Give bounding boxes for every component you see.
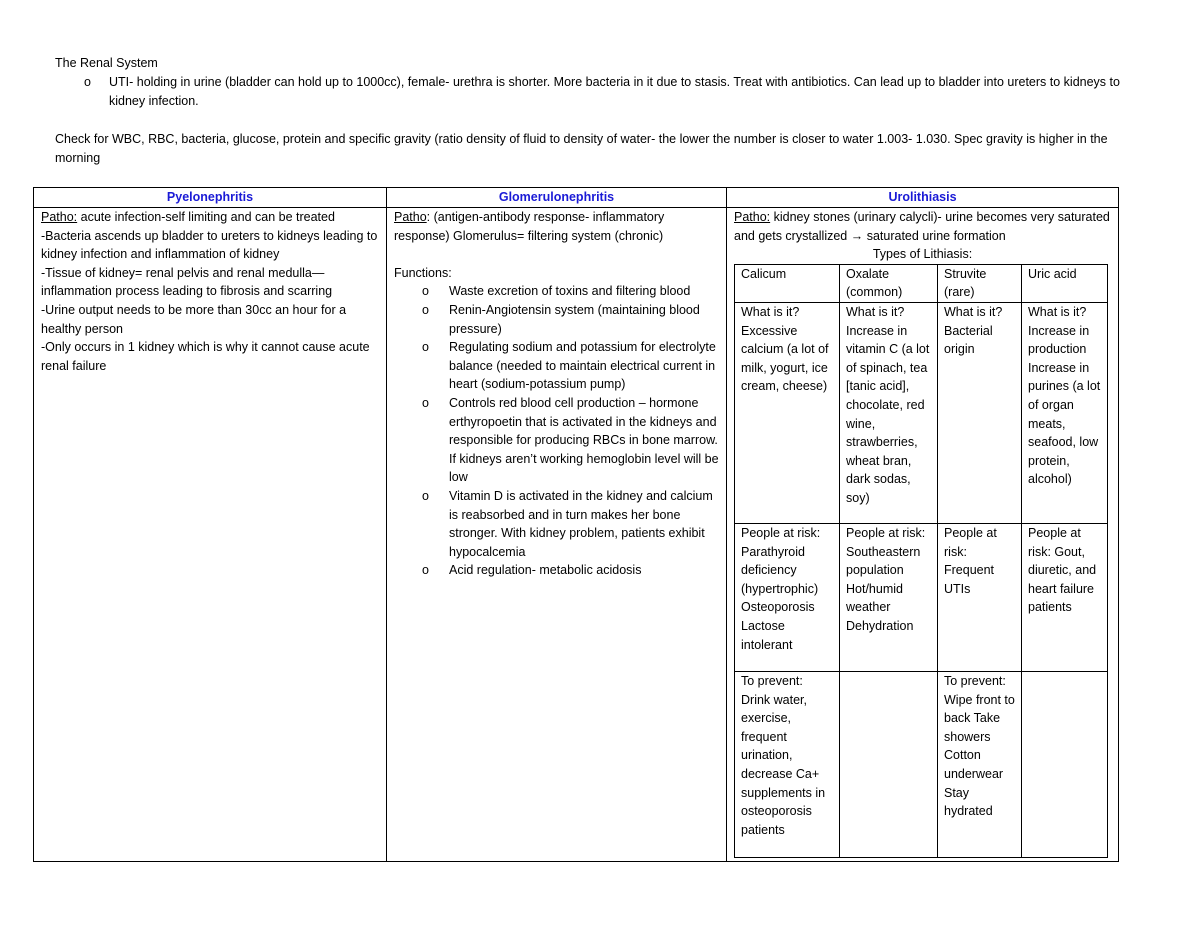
glomerulo-cell	[387, 208, 727, 862]
prevent-cell	[1022, 671, 1108, 857]
functions-title: Functions:	[394, 265, 452, 280]
function-item	[422, 338, 719, 394]
bullet-marker: o	[422, 488, 429, 503]
check-paragraph: Check for WBC, RBC, bacteria, glucose, protein and specific gravity (ratio density of fluid to density of water- the lower the number is closer to water 1.003- 1.030. Spec gravity is higher in the morning	[55, 132, 1108, 165]
function-text: Regulating sodium and potassium for electrolyte balance (needed to maintain electrical current in heart (sodium-potassium pump)	[449, 340, 716, 392]
uro-patho-tail: saturated urine formation	[863, 228, 1006, 243]
types-title: Types of Lithiasis:	[872, 247, 973, 262]
header-pyelonephritis: Pyelonephritis	[34, 188, 387, 208]
at-risk-cell: People at risk: Gout, diuretic, and heart failure patients	[1022, 523, 1108, 671]
what-is-it-cell: What is it? Increase in vitamin C (a lot of spinach, tea [tanic acid], chocolate, red wine, strawberries, wheat bran, dark sodas, soy)	[840, 302, 938, 523]
arrow-icon: →	[850, 228, 864, 243]
function-item	[422, 282, 719, 301]
functions-list	[394, 282, 719, 580]
type-header: Oxalate (common)	[840, 264, 938, 302]
uro-patho-label: Patho:	[734, 210, 771, 224]
bullet-marker: o	[422, 340, 429, 355]
pyelo-patho-label: Patho:	[41, 210, 78, 224]
glomerulo-patho-text: : (antigen-antibody response- inflammatory response) Glomerulus= filtering system (chronic)	[394, 210, 665, 243]
uti-text: UTI- holding in urine (bladder can hold up to 1000cc), female- urethra is shorter. More bacteria in it due to stasis. Treat with antibiotics. Can lead up to bladder into ureters to kidneys to kidney infection.	[109, 75, 1120, 108]
uro-patho-text: kidney stones (urinary calycli)- urine becomes very saturated and gets crystallized	[734, 210, 1110, 243]
prevent-cell: To prevent: Wipe front to back Take showers Cotton underwear Stay hydrated	[938, 671, 1022, 857]
header-urolithiasis: Urolithiasis	[727, 188, 1119, 208]
uti-bullet	[84, 73, 1124, 110]
function-item	[422, 561, 719, 580]
type-header: Uric acid	[1022, 264, 1108, 302]
what-is-it-cell: What is it? Excessive calcium (a lot of milk, yogurt, ice cream, cheese)	[735, 302, 840, 523]
glomerulo-patho-label: Patho	[394, 210, 427, 224]
function-item	[422, 487, 719, 561]
what-is-it-cell: What is it? Bacterial origin	[938, 302, 1022, 523]
renal-table	[33, 187, 1119, 862]
what-is-it-cell: What is it? Increase in production Increase in purines (a lot of organ meats, seafood, low protein, alcohol)	[1022, 302, 1108, 523]
bullet-marker: o	[422, 395, 429, 410]
bullet-marker: o	[84, 75, 91, 89]
bullet-marker: o	[422, 563, 429, 578]
function-item	[422, 394, 719, 487]
bullet-marker: o	[422, 284, 429, 299]
at-risk-cell: People at risk: Southeastern population Hot/humid weather Dehydration	[840, 523, 938, 671]
type-header: Calicum	[735, 264, 840, 302]
at-risk-cell: People at risk: Parathyroid deficiency (hypertrophic) Osteoporosis Lactose intolerant	[735, 523, 840, 671]
uro-cell	[727, 208, 1119, 862]
pyelo-line: -Only occurs in 1 kidney which is why it cannot cause acute renal failure	[41, 340, 370, 373]
pyelo-cell	[34, 208, 387, 862]
function-text: Renin-Angiotensin system (maintaining blood pressure)	[449, 302, 700, 336]
pyelo-line: -Tissue of kidney= renal pelvis and renal medulla—inflammation process leading to fibrosis and scarring	[41, 265, 333, 299]
function-text: Controls red blood cell production – hormone erthyropoetin that is activated in the kidneys and responsible for producing RBCs in bone marrow. If kidneys aren’t working hemoglobin level will be low	[449, 395, 719, 485]
pyelo-patho-text: acute infection-self limiting and can be treated	[77, 210, 335, 224]
function-text: Vitamin D is activated in the kidney and calcium is reabsorbed and in turn makes her bone stronger. With kidney problem, patients exhibit hypocalcemia	[449, 488, 713, 559]
bullet-marker: o	[422, 302, 429, 317]
at-risk-cell: People at risk: Frequent UTIs	[938, 523, 1022, 671]
prevent-cell	[840, 671, 938, 857]
prevent-cell: To prevent: Drink water, exercise, frequent urination, decrease Ca+ supplements in osteoporosis patients	[735, 671, 840, 857]
page-title: The Renal System	[55, 56, 158, 70]
function-text: Waste excretion of toxins and filtering blood	[449, 284, 691, 299]
pyelo-line: -Urine output needs to be more than 30cc an hour for a healthy person	[41, 302, 347, 336]
lithiasis-table	[734, 264, 1108, 858]
function-text: Acid regulation- metabolic acidosis	[449, 563, 642, 578]
uro-patho	[734, 208, 1111, 245]
pyelo-patho	[41, 208, 379, 227]
type-header: Struvite (rare)	[938, 264, 1022, 302]
function-item	[422, 301, 719, 338]
glomerulo-patho	[394, 208, 719, 245]
header-glomerulonephritis: Glomerulonephritis	[387, 188, 727, 208]
pyelo-line: -Bacteria ascends up bladder to ureters to kidneys leading to kidney infection and inflammation of kidney	[41, 228, 378, 262]
